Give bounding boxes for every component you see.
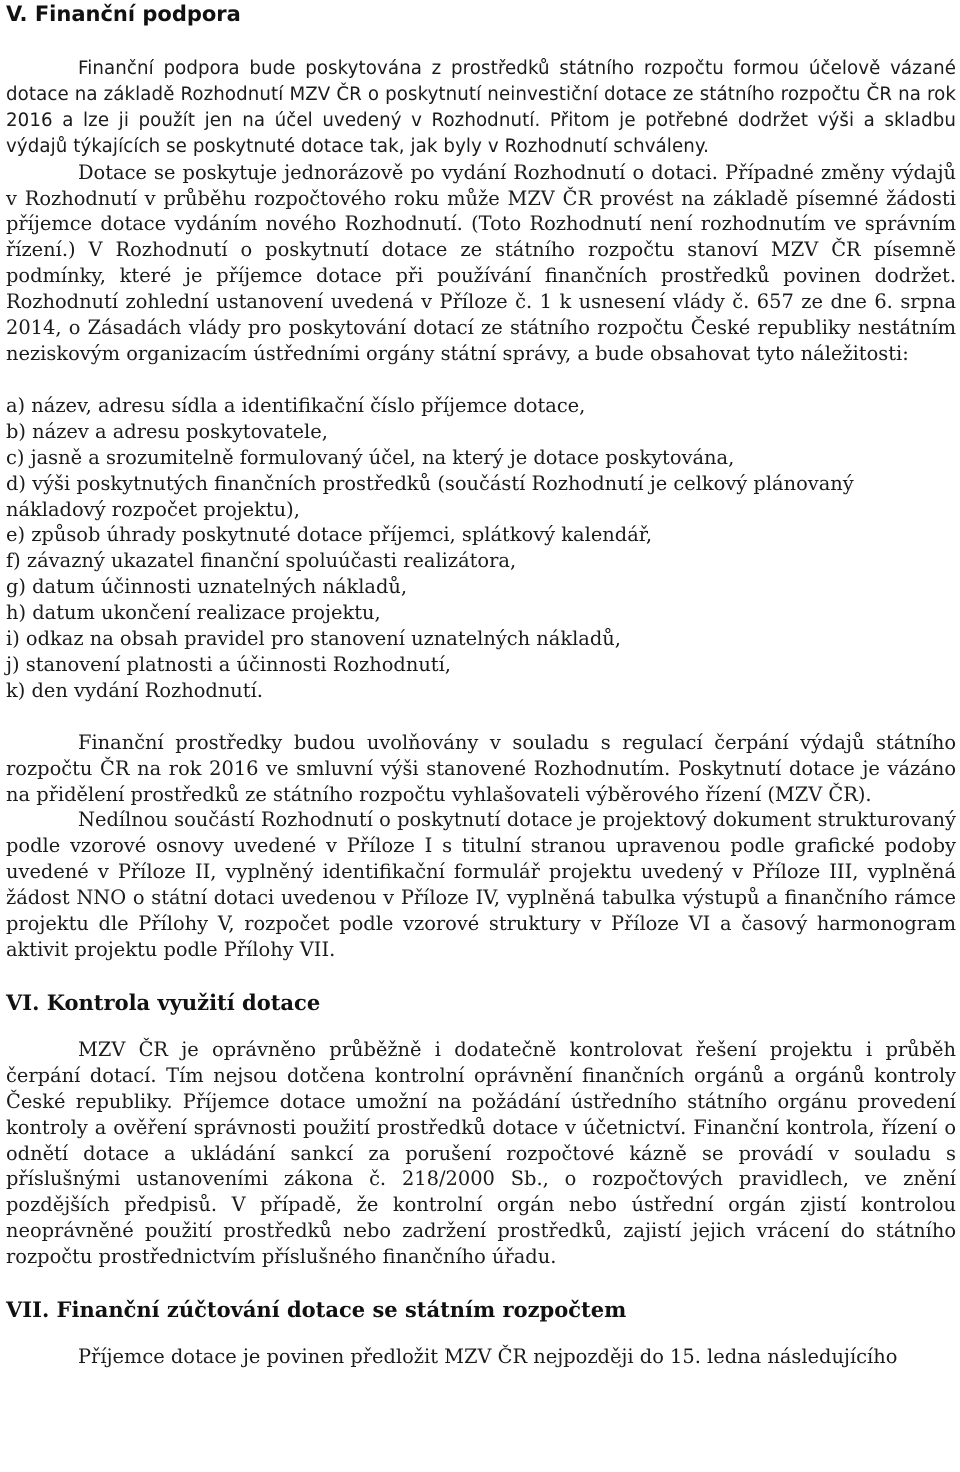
section-vii-paragraph-1: Příjemce dotace je povinen předložit MZV ČR nejpozději do 15. ledna následujícího	[78, 1345, 898, 1369]
spacer	[6, 704, 956, 730]
list-item: h) datum ukončení realizace projektu,	[6, 601, 381, 625]
section-v-heading: V. Finanční podpora	[6, 2, 241, 26]
spacer	[6, 34, 956, 56]
section-v-paragraph-2: Dotace se poskytuje jednorázově po vydání Rozhodnutí o dotaci. Případné změny výdajů v Rozhodnutí v průběhu rozpočtového roku může MZV ČR provést na základě písemné žádosti příjemce dotace vydáním nového Rozhodnutí. (Toto Rozhodnutí není rozhodnutím ve správním řízení.) V Rozhodnutí o poskytnutí dotace ze státního rozpočtu stanoví MZV ČR písemně podmínky, které je příjemce dotace při používání finančních prostředků povinen dodržet. Rozhodnutí zohlední ustanovení uvedená v Příloze č. 1 k usnesení vlády č. 657 ze dne 6. srpna 2014, o Zásadách vlády pro poskytování dotací ze státního rozpočtu České republiky nestátním neziskovým organizacím ústředními orgány státní správy, a bude obsahovat tyto náležitosti:	[6, 160, 956, 365]
list-item: a) název, adresu sídla a identifikační číslo příjemce dotace,	[6, 393, 586, 417]
section-vii-heading: VII. Finanční zúčtování dotace se státním rozpočtem	[6, 1297, 627, 1323]
spacer	[6, 963, 956, 989]
section-v-paragraph-4: Nedílnou součástí Rozhodnutí o poskytnutí dotace je projektový dokument strukturovaný podle vzorové osnovy uvedené v Příloze I s titulní stranou upravenou podle grafické podoby uvedené v Příloze II, vyplněný identifikační formulář projektu uvedený v Příloze III, vyplněná žádost NNO o státní dotaci uvedenou v Příloze IV, vyplněná tabulka výstupů a finančního rámce projektu dle Přílohy V, rozpočet podle vzorové struktury v Příloze VI a časový harmonogram aktivit projektu podle Přílohy VII.	[6, 808, 956, 961]
list-item: j) stanovení platnosti a účinnosti Rozhodnutí,	[6, 652, 451, 676]
list-item: i) odkaz na obsah pravidel pro stanovení uznatelných nákladů,	[6, 627, 621, 651]
list-item: k) den vydání Rozhodnutí.	[6, 678, 263, 702]
list-item: g) datum účinnosti uznatelných nákladů,	[6, 575, 408, 599]
spacer	[6, 367, 956, 393]
list-item: f) závazný ukazatel finanční spoluúčasti realizátora,	[6, 549, 517, 573]
section-v-paragraph-3: Finanční prostředky budou uvolňovány v souladu s regulací čerpání výdajů státního rozpočtu ČR na rok 2016 ve smluvní výši stanovené Rozhodnutím. Poskytnutí dotace je vázáno na přidělení prostředků ze státního rozpočtu vyhlašovateli výběrového řízení (MZV ČR).	[6, 730, 956, 806]
spacer	[6, 1270, 956, 1296]
section-v-paragraph-1: Finanční podpora bude poskytována z prostředků státního rozpočtu formou účelově vázané dotace na základě Rozhodnutí MZV ČR o poskytnutí neinvestiční dotace ze státního rozpočtu ČR na rok 2016 a lze ji použít jen na účel uvedený v Rozhodnutí. Přitom je potřebné dodržet výši a skladbu výdajů týkajících se poskytnuté dotace tak, jak byly v Rozhodnutí schváleny.	[6, 58, 956, 157]
section-vi-heading: VI. Kontrola využití dotace	[6, 989, 321, 1015]
list-item: c) jasně a srozumitelně formulovaný účel, na který je dotace poskytována,	[6, 445, 735, 469]
list-item: b) název a adresu poskytovatele,	[6, 419, 328, 443]
list-item: d) výši poskytnutých finančních prostředků (součástí Rozhodnutí je celkový plánovaný nákladový rozpočet projektu),	[6, 471, 854, 521]
section-vi-paragraph-1: MZV ČR je oprávněno průběžně i dodatečně kontrolovat řešení projektu i průběh čerpání dotací. Tím nejsou dotčena kontrolní oprávnění finančních orgánů a orgánů kontroly České republiky. Příjemce dotace umožní na požádání ústředního státního orgánu provedení kontroly a ověření správnosti použití prostředků dotace v účetnictví. Finanční kontrola, řízení o odnětí dotace a ukládání sankcí za porušení rozpočtové kázně se provádí v souladu s příslušnými ustanoveními zákona č. 218/2000 Sb., o rozpočtových pravidlech, ve znění pozdějších předpisů. V případě, že kontrolní orgán nebo ústřední orgán zjistí kontrolou neoprávněné použití prostředků nebo zadržení prostředků, zajistí jejich vrácení do státního rozpočtu prostřednictvím příslušného finančního úřadu.	[6, 1037, 956, 1269]
document-page	[6, 0, 956, 1370]
list-item: e) způsob úhrady poskytnuté dotace příjemci, splátkový kalendář,	[6, 523, 653, 547]
requirements-list	[6, 393, 956, 704]
spacer	[6, 1324, 956, 1344]
spacer	[6, 1017, 956, 1037]
